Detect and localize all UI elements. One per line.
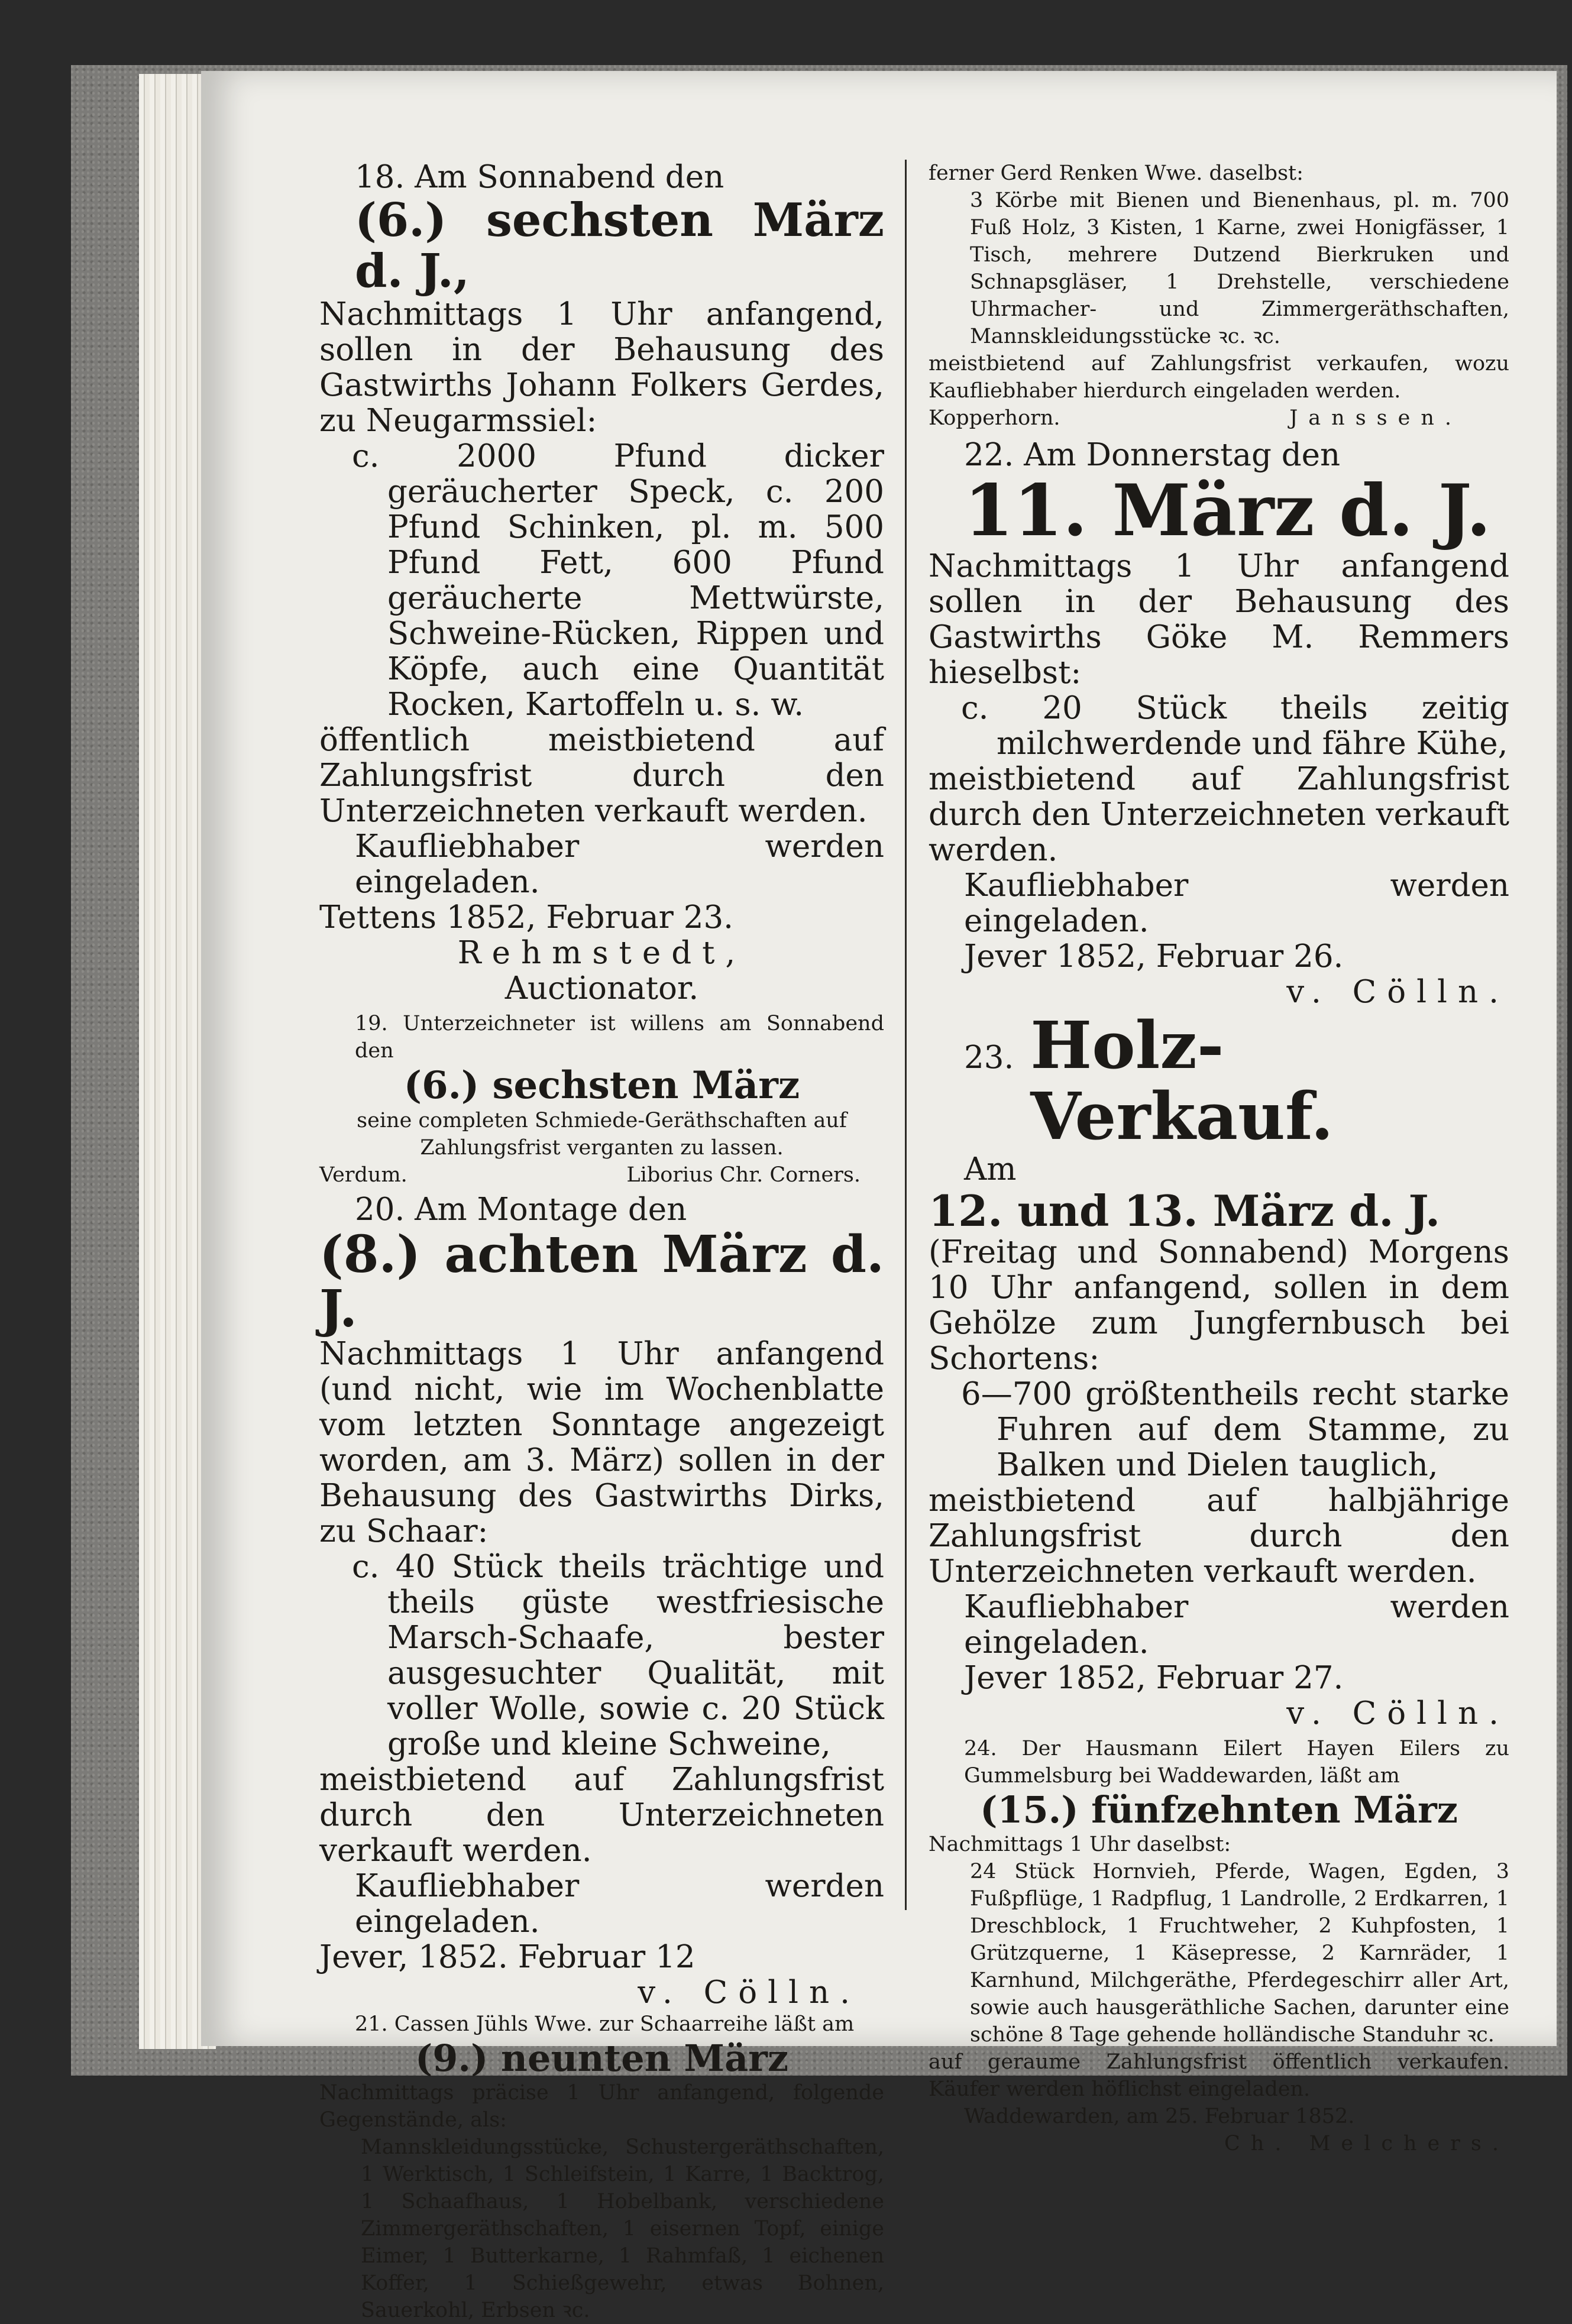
notice-23-am: Am: [964, 1151, 1017, 1187]
notice-23-body: (Freitag und Sonnabend) Morgens 10 Uhr anfangend, sollen in dem Gehölze zum Jungfernbusch bei Schortens:: [929, 1234, 1509, 1377]
notice-22-signer: v. Cölln.: [1286, 974, 1509, 1010]
notice-21c-lead: ferner Gerd Renken Wwe. daselbst:: [929, 161, 1303, 185]
notice-20-body: Nachmittags 1 Uhr anfangend (und nicht, wie im Wochenblatte vom letzten Sonntage angezeigt worden, am 3. März) sollen in der Behausung des Gastwirths Dirks, zu Schaar:: [319, 1336, 884, 1549]
notice-19-body: seine completen Schmiede-Geräthschaften auf Zahlungsfrist verganten zu lassen.: [357, 1109, 847, 1160]
notice-19-date: (6.) sechsten März: [403, 1063, 800, 1108]
notice-23-date: 12. und 13. März d. J.: [929, 1186, 1441, 1236]
notice-18-body: Nachmittags 1 Uhr anfangend, sollen in der Behausung des Gastwirths Johann Folkers Gerdes, zu Neugarmssiel:: [319, 296, 884, 439]
notice-20-date: (8.) achten März d. J.: [319, 1225, 884, 1339]
notice-24-place: Waddewarden, am 25. Februar 1852.: [964, 2105, 1355, 2128]
notice-19: [319, 1010, 884, 1189]
notice-24-closing: auf geraume Zahlungsfrist öffentlich verkaufen. Käufer werden höflichst eingeladen.: [929, 2050, 1509, 2101]
notice-23: [929, 1007, 1509, 1731]
notice-21c-closing: meistbietend auf Zahlungsfrist verkaufen, wozu Kaufliebhaber hierdurch eingeladen werden.: [929, 352, 1509, 403]
notice-23-title: Holz-Verkauf.: [1030, 1007, 1334, 1154]
notice-18-date: (6.) sechsten März d. J.,: [355, 193, 884, 298]
notice-22-items: c. 20 Stück theils zeitig milchwerdende und fähre Kühe,: [961, 690, 1509, 762]
notice-18-signer-title: Auctionator.: [504, 970, 699, 1006]
notice-19-place: Verdum.: [319, 1163, 407, 1187]
notice-24-signer: Ch. Melchers.: [1224, 2132, 1509, 2155]
notice-22-body: Nachmittags 1 Uhr anfangend sollen in der Behausung des Gastwirths Göke M. Remmers hieselbst:: [929, 548, 1509, 691]
notice-21-body: Nachmittags präcise 1 Uhr anfangend, folgende Gegenstände, als:: [319, 2081, 884, 2132]
notice-23-closing: meistbietend auf halbjährige Zahlungsfrist durch den Unterzeichneten verkauft werden.: [929, 1483, 1509, 1590]
notice-23-number: 23.: [964, 1040, 1014, 1076]
notice-18: [319, 160, 884, 1006]
notice-18-place: Tettens 1852, Februar 23.: [319, 899, 734, 936]
column-divider: [905, 160, 907, 1910]
notice-19-intro: 19. Unterzeichneter ist willens am Sonnabend den: [355, 1012, 884, 1063]
notice-18-header: 18. Am Sonnabend den: [355, 159, 724, 195]
notice-20-invite: Kaufliebhaber werden eingeladen.: [355, 1868, 884, 1940]
notice-21c-place: Kopperhorn.: [929, 406, 1060, 430]
notice-18-invite: Kaufliebhaber werden eingeladen.: [355, 828, 884, 900]
notice-22: [929, 438, 1509, 1010]
notice-23-place: Jever 1852, Februar 27.: [964, 1660, 1344, 1696]
notice-24-date: (15.) fünfzehnten März: [980, 1788, 1458, 1831]
notice-21-items: Mannskleidungsstücke, Schustergeräthschaften, 1 Werktisch, 1 Schleifstein, 1 Karre, 1 Backtrog, 1 Schaafhaus, 1 Hobelbank, verschiedene Zimmergeräthschaften, 1 eisernen Topf, einige Eimer, 1 Butterkarne, 1 Rahmfaß, 1 eichenen Koffer, 1 Schießgewehr, etwas Bohnen, Sauerkohl, Erbsen ꝛc.: [361, 2135, 884, 2322]
notice-21-continued: [929, 160, 1509, 432]
notice-23-heading: [929, 1007, 1509, 1154]
notice-20-place: Jever, 1852. Februar 12: [319, 1939, 696, 1975]
notice-22-date: 11. März d. J.: [964, 469, 1491, 552]
notice-24-intro: 24. Der Hausmann Eilert Hayen Eilers zu Gummelsburg bei Waddewarden, läßt am: [964, 1737, 1509, 1788]
notice-24-time: Nachmittags 1 Uhr daselbst:: [929, 1833, 1231, 1856]
notice-20: [319, 1192, 884, 2011]
notice-22-invite: Kaufliebhaber werden eingeladen.: [964, 868, 1509, 939]
notice-24: [929, 1735, 1509, 2157]
notice-20-signer: v. Cölln.: [638, 1975, 861, 2011]
notice-20-closing: meistbietend auf Zahlungsfrist durch den Unterzeichneten verkauft werden.: [319, 1762, 884, 1869]
notice-18-items: c. 2000 Pfund dicker geräucherter Speck, c. 200 Pfund Schinken, pl. m. 500 Pfund Fett, 600 Pfund geräucherte Mettwürste, Schweine-Rücken, Rippen und Köpfe, auch eine Quantität Rocken, Kartoffeln u. s. w.: [352, 438, 884, 723]
notice-22-place: Jever 1852, Februar 26.: [964, 938, 1344, 975]
notice-21-date: (9.) neunten März: [415, 2037, 789, 2080]
notice-21: [319, 2011, 884, 2324]
left-column: [319, 160, 884, 2324]
notice-24-items: 24 Stück Hornvieh, Pferde, Wagen, Egden, 3 Fußpflüge, 1 Radpflug, 1 Landrolle, 2 Erdkarren, 1 Dreschblock, 1 Fruchtweher, 2 Kuhpfosten, 1 Grützquerne, 1 Käsepresse, 2 Karnräder, 1 Karnhund, Milchgeräthe, Pferdegeschirr aller Art, sowie auch hausgeräthliche Sachen, darunter eine schöne 8 Tage gehende holländische Standuhr ꝛc.: [970, 1860, 1509, 2047]
notice-22-header: 22. Am Donnerstag den: [964, 437, 1341, 473]
notice-21c-signer: Janssen.: [1289, 406, 1462, 430]
notice-23-signer: v. Cölln.: [1286, 1695, 1509, 1731]
notice-20-header: 20. Am Montage den: [355, 1192, 687, 1228]
notice-21-intro: 21. Cassen Jühls Wwe. zur Schaarreihe läßt am: [355, 2012, 855, 2036]
notice-23-invite: Kaufliebhaber werden eingeladen.: [964, 1589, 1509, 1661]
notice-20-items: c. 40 Stück theils trächtige und theils güste westfriesische Marsch-Schaafe, bester ausgesuchter Qualität, mit voller Wolle, sowie c. 20 Stück große und kleine Schweine,: [352, 1549, 884, 1762]
notice-23-items: 6—700 größtentheils recht starke Fuhren auf dem Stamme, zu Balken und Dielen tauglich,: [961, 1376, 1509, 1483]
notice-18-closing: öffentlich meistbietend auf Zahlungsfrist durch den Unterzeichneten verkauft werden.: [319, 722, 884, 829]
notice-21c-footer: [929, 404, 1509, 432]
right-column: [929, 160, 1509, 2157]
notice-21c-items: 3 Körbe mit Bienen und Bienenhaus, pl. m. 700 Fuß Holz, 3 Kisten, 1 Karne, zwei Honigfässer, 1 Tisch, mehrere Dutzend Bierkruken und Schnapsgläser, 1 Drehstelle, verschiedene Uhrmacher- und Zimmergeräthschaften, Mannskleidungsstücke ꝛc. ꝛc.: [970, 189, 1509, 348]
notice-19-signer: Liborius Chr. Corners.: [626, 1163, 861, 1187]
notice-18-signer: Rehmstedt,: [457, 935, 746, 971]
notice-22-closing: meistbietend auf Zahlungsfrist durch den Unterzeichneten verkauft werden.: [929, 761, 1509, 868]
notice-19-footer: [319, 1161, 884, 1189]
